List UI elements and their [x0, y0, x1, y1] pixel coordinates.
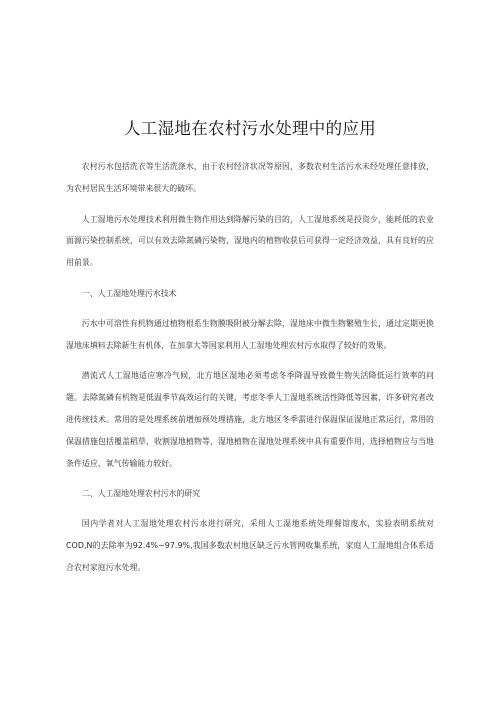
section1-paragraph-2: 潜流式人工湿地适应寒冷气候，北方地区湿地必须考虑冬季降温导致微生物失活降低运行效率的问题。去除氮磷有机物是低温季节高效运行的关键，考虑冬季人工湿地系统活性降低等因素，许多研究者改进传统技术。常用的是处理系统前增加预处理措施，北方地区冬季需进行保温保证湿地正常运行，常用的保温措施包括覆盖稻草，收割湿地植物等，湿地植物在湿地处理系统中具有重要作用，选择植物应与当地条件适应，氧气传输能力较好。: [66, 371, 434, 468]
intro-paragraph-2: 人工湿地污水处理技术利用微生物作用达到降解污染的目的，人工湿地系统是投资少，能耗低的农业面源污染控制系统，可以有效去除氮磷污染物，湿地内的植物收获后可获得一定经济效益，具有良好的应用前景。: [66, 214, 434, 268]
section2-paragraph-1: 国内学者对人工湿地处理农村污水进行研究，采用人工湿地系统处理餐馆废水，实验表明系统对COD,N的去除率为92.4%~97.9%,我国多数农村地区缺乏污水管网收集系统，家庭人工湿地组合体系适合农村家庭污水处理。: [66, 519, 434, 572]
document-title: 人工湿地在农村污水处理中的应用: [124, 119, 376, 138]
section1-paragraph-1: 污水中可溶性有机物通过植物根系生物膜吸附被分解去除，湿地床中微生物繁殖生长，通过定期更换湿地床填料去除新生有机体，在加拿大等国家利用人工湿地处理农村污水取得了较好的效果。: [66, 318, 434, 350]
section-heading-2: 二、人工湿地处理农村污水的研究: [81, 489, 201, 499]
section-heading-1: 一、人工湿地处理污水技术: [81, 288, 177, 298]
intro-paragraph-1: 农村污水包括洗衣等生活洗涤水，由于农村经济状况等原因，多数农村生活污水未经处理任意排放，为农村居民生活环境带来很大的破坏。: [66, 162, 434, 193]
